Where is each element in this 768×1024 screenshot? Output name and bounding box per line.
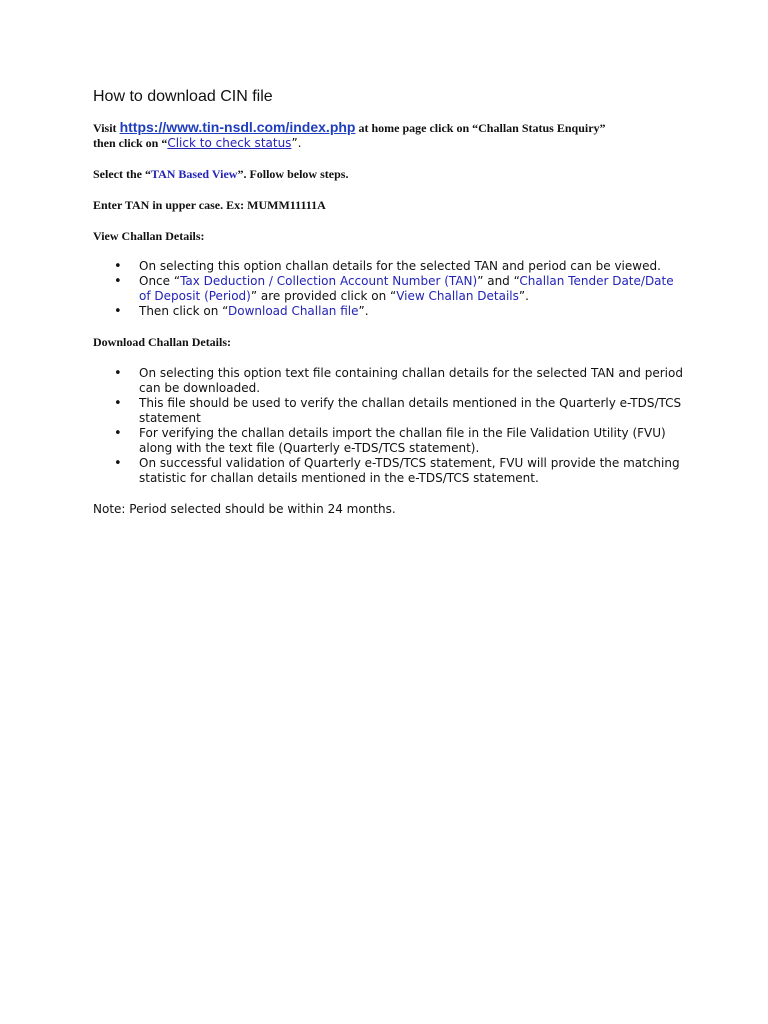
view-challan-heading: View Challan Details: xyxy=(93,229,205,243)
enter-tan-paragraph: Enter TAN in upper case. Ex: MUMM11111A xyxy=(93,198,326,212)
select-prefix-text: Select the “ xyxy=(93,167,151,181)
page-title: How to download CIN file xyxy=(93,88,273,105)
item2-text-2: ” and “ xyxy=(477,274,520,288)
download-challan-list xyxy=(93,366,683,486)
list-item xyxy=(93,274,683,304)
intro-paragraph xyxy=(93,120,683,151)
intro-visit-text: Visit xyxy=(93,121,120,135)
select-paragraph xyxy=(93,167,683,182)
check-status-link[interactable]: Click to check status xyxy=(167,136,292,150)
view-challan-details-label: View Challan Details xyxy=(396,289,519,303)
intro-after-url-text: at home page click on “Challan Status Enquiry” xyxy=(355,121,606,135)
download-challan-file-label: Download Challan file xyxy=(227,304,359,318)
note-text: Note: Period selected should be within 24 months. xyxy=(93,502,396,516)
list-item: • On selecting this option text file containing challan details for the selected TAN and period can be downloaded. xyxy=(93,366,683,396)
list-item xyxy=(93,304,683,319)
intro-then-click-text: then click on “ xyxy=(93,136,168,150)
document-body xyxy=(93,86,683,517)
item3-text-2: ”. xyxy=(358,304,369,318)
item2-text-3: ” are provided click on “ xyxy=(250,289,397,303)
list-item: • On selecting this option challan details for the selected TAN and period can be viewed. xyxy=(93,259,683,274)
item2-text-4: ”. xyxy=(518,289,529,303)
item2-text-1: Once “ xyxy=(139,274,181,288)
list-item: • On successful validation of Quarterly e-TDS/TCS statement, FVU will provide the matching statistic for challan details mentioned in the e-TDS/TCS statement. xyxy=(93,456,683,486)
intro-end-text: ”. xyxy=(291,136,302,150)
view-challan-list xyxy=(93,259,683,319)
select-suffix-text: ”. Follow below steps. xyxy=(237,167,349,181)
download-challan-heading: Download Challan Details: xyxy=(93,335,232,349)
nsdl-home-link[interactable]: https://www.tin-nsdl.com/index.php xyxy=(119,119,356,135)
list-item: • For verifying the challan details import the challan file in the File Validation Utility (FVU) along with the text file (Quarterly e-TDS/TCS statement). xyxy=(93,426,683,456)
tan-field-label: Tax Deduction / Collection Account Number (TAN) xyxy=(180,274,478,288)
list-item: • This file should be used to verify the challan details mentioned in the Quarterly e-TDS/TCS statement xyxy=(93,396,683,426)
period-field-label: Challan Tender Date/Date of Deposit (Period) xyxy=(139,274,674,303)
item3-text-1: Then click on “ xyxy=(139,304,228,318)
tan-based-view-label: TAN Based View xyxy=(150,167,238,181)
